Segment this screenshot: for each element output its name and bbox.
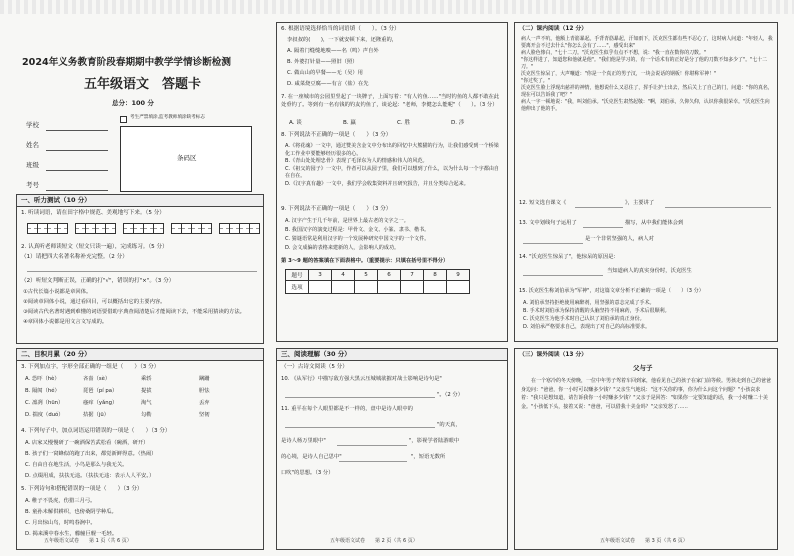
answer-cell[interactable] <box>355 281 378 294</box>
q11-text: 11. 重平在每个人眼里都是不一样的，盘中是诗人眼中的 <box>281 406 413 412</box>
card-subtitle: 五年级语文 答题卡 <box>84 77 202 92</box>
q3-word: 蹒跚 <box>199 376 210 382</box>
q11-part6: "，短语无数所 <box>411 454 446 460</box>
q4-option-d: D. 点缀用成，扶扶无违。（扶扶无违：表示人人平安。） <box>25 473 155 479</box>
answer-table-header-cell: 6 <box>378 270 401 281</box>
q11-part2: "的天真， <box>437 422 461 428</box>
q9-option-d: D. 会文成偏的表格来建新的人，会影响人的成功。 <box>285 245 400 251</box>
q3-word: 坚韧 <box>199 412 210 418</box>
absent-checkbox[interactable] <box>120 116 127 123</box>
total-score: 总分：100 分 <box>112 99 154 107</box>
q9-text: 9. 下列说法不正确的一项是（ ）（3 分） <box>281 206 392 212</box>
answer-table-header-cell: 5 <box>355 270 378 281</box>
q9-option-b: B. 我国汉字的演变过程是：甲骨文、金文、小篆、隶书、楷书。 <box>285 227 430 233</box>
q3-word: 琵琶（pí pa） <box>83 388 118 394</box>
column-1 <box>16 22 264 537</box>
q9-options <box>285 217 503 253</box>
q7-option-b: B. 赢 <box>343 120 356 126</box>
q12-line-1[interactable] <box>575 207 623 208</box>
q8-option-a: A.《将花魂》一文中，通过赞美含金文中分布出的回忆中大熊猫的行为，让我们感受到一个桥梁化工作业中要能够经历很多的心。 <box>285 143 499 157</box>
q3-word: 勾勒 <box>141 412 152 418</box>
q11-line-3[interactable] <box>339 461 407 462</box>
school-line[interactable] <box>46 130 108 131</box>
writing-grid-2[interactable] <box>75 223 115 234</box>
answer-table-header-cell: 3 <box>309 270 332 281</box>
answer-cell[interactable] <box>309 281 332 294</box>
q5-option-b: B. 童孙未解供耕织，也傍桑阴学种瓜。 <box>25 509 117 515</box>
section-accumulation-header: 二、目积月累（20 分） <box>17 349 263 361</box>
q6-option-c: C. 做山山的早餐——无（吴）用 <box>287 70 363 76</box>
q10-answer-line[interactable] <box>285 397 435 398</box>
barcode-area <box>120 126 252 192</box>
passage <box>521 36 773 113</box>
section-reading-header: 三、阅读理解（30 分） <box>277 349 507 361</box>
q3-word: D. 揣度（duó） <box>25 412 64 418</box>
q6-text: 6. 根据语境选择恰当的词语填（ ）。（3 分） <box>281 26 400 32</box>
field-school: 学校 <box>26 121 39 129</box>
passage-p6: 沃克医生脸上浮现出慈祥的神情，他想说什么又忍住了，挥手让护士出去，然后关上了自己的门，问道："你的真名，现在可以告诉我了吧？" <box>521 85 773 98</box>
answer-table-header-cell: 9 <box>447 270 470 281</box>
q3-word: A. 恐吓（hè） <box>25 376 60 382</box>
q4-option-c: C. 自由自在地生活，小鸟是那么与我无关。 <box>25 462 128 468</box>
judge-3: ③阅读古代名著时遇到难懂的词语要借助字典查阅清楚后才能阅读下去，不能采用猜读的方法。 <box>23 309 245 315</box>
writing-grid-5[interactable] <box>219 223 259 234</box>
judge-2: ②阅读章回体小说，通过看回目，可以概括出它的主要内容。 <box>23 299 166 305</box>
field-number: 考号 <box>26 181 39 189</box>
story-title: 父与子 <box>633 364 653 372</box>
q15-option-a: A. 刘伯承坚持拒绝使用麻醉剂，用坚强的意志完成了手术。 <box>523 300 655 306</box>
q3-text: 3. 下列加点字，字形全部正确的一组是（ ）（3 分） <box>21 364 160 370</box>
section-choices-continued <box>276 22 508 342</box>
q8-option-b: B.《青山处处埋忠骨》表现了毛泽东为人的情感和伟人的风范。 <box>285 158 428 164</box>
section-accumulation <box>16 348 264 550</box>
answer-table-header-cell: 4 <box>332 270 355 281</box>
q11-end: 口吹"的思想。（3 分） <box>281 470 334 476</box>
q9-option-c: C. 猜谜语常是利用汉字的一个发展种研究中国文字的一个文件。 <box>285 236 430 242</box>
q3-word: 拮据（jū） <box>83 412 110 418</box>
q5-text: 5. 下列诗句和搭配错误的一项是（ ）（3 分） <box>21 486 143 492</box>
barcode-label: 条码区 <box>177 154 197 162</box>
q14-text: 14. "沃克医生惊呆了"，他惊呆的原因是： <box>519 254 619 260</box>
answer-table <box>285 269 470 294</box>
q5-option-d: D. 揭来溪中春水生，艨艟巨舰一毛轻。 <box>25 531 118 537</box>
q8-option-c: C.《祖父的园子》一文中，作者可以从园子里，我们可以想到了什么，以为什么每一个字都由自在自在。 <box>285 165 500 179</box>
q8-text: 8. 下列说法不正确的一项是（ ）（3 分） <box>281 132 392 138</box>
q12-text: 12. 短文选自课文《 <box>519 200 567 206</box>
q3-word: 吝啬（sè） <box>83 376 111 382</box>
name-line[interactable] <box>46 150 108 151</box>
q10-end: "。（2 分） <box>437 392 464 398</box>
q7-option-c: C. 胜 <box>397 120 411 126</box>
section-listening <box>16 194 264 344</box>
q10-text: 10. 《从军行》中描写敌方强大黑云压城城欲摧对战士影响是诗句是" <box>281 376 442 382</box>
footer-mid: 五年级语文试卷 第 2 页（共 6 页） <box>330 538 418 544</box>
section-listening-header: 一、听力测试（10 分） <box>17 195 263 207</box>
judge-1: ①古代长篇小说都是章回体。 <box>23 289 92 295</box>
q1-text: 1. 听读词语，请在田字格中规范、美观地写下来。（5 分） <box>21 210 165 216</box>
footer-left: 五年级语文试卷 第 1 页（共 6 页） <box>44 538 132 544</box>
answer-cell[interactable] <box>447 281 470 294</box>
q3-word: 提拔 <box>141 388 152 394</box>
q11-line-1[interactable] <box>285 427 435 428</box>
q8-option-d: D.《汉字真有趣》一文中，我们学会收集资料并且研究报告，并且分类综合起来。 <box>285 180 469 187</box>
q14-part2: 当知道病人的真实身份时，沃克医生 <box>607 268 692 274</box>
section-reading <box>276 348 508 550</box>
q7-option-d: D. 涉 <box>451 120 465 126</box>
q2-part2: （2）听短文判断正误，正确的打"√"，错误的打"×"。（3 分） <box>21 278 175 284</box>
answer-cell[interactable] <box>401 281 424 294</box>
q13-end: 是一个非常坚强的人，病人对 <box>585 236 654 242</box>
q11-part4: "，影视学者陆游眼中 <box>409 438 460 444</box>
inclass-title: （二）课内阅读（12 分） <box>519 26 588 32</box>
q5-option-a: A. 稚子不畏虎，伤猎三月弓。 <box>25 498 96 504</box>
q15-options <box>523 299 773 331</box>
q4-option-b: B. 孩子们一窝蜂似的跑了出来，都觉新鲜得意。（热闹） <box>25 451 157 457</box>
q15-option-b: B. 手术时刘伯承为保持清醒的头脑坚持不用麻药，手术后很顺利。 <box>523 308 670 314</box>
passage-p1: 病人一声不吭，他额上青筋暴起。手背青筋暴起，汗如雨下，沃克医生都有些不忍心了，这时病人问道："年轻人，我要离开会不过去什么"你怎么会有了……"，感受出来" <box>521 36 773 49</box>
q15-text: 15. 沃克医生称刘伯承为"军神"，对这篇文章分析不正确的一项是（ ）（3 分） <box>519 288 704 294</box>
answer-table-row-label: 选项 <box>286 281 309 294</box>
q12-mid: 》，主要讲了 <box>625 200 655 206</box>
q8-options <box>285 143 503 188</box>
q3-word: 乘轿 <box>141 376 152 382</box>
answer-table-header-cell: 8 <box>424 270 447 281</box>
q14-line-1[interactable] <box>523 275 603 276</box>
passage-p5: "你过奖了。" <box>521 78 550 84</box>
answers-instruction: 第 3～9 题的答案填在下面表格中。（重要提示：只填在括号里不得分） <box>281 258 449 264</box>
q13-mid: 描写，从中我们能体会到 <box>625 220 684 226</box>
writing-grid-1[interactable] <box>27 223 67 234</box>
q13-line-1[interactable] <box>583 227 623 228</box>
q3-word: 丢弃 <box>199 400 210 406</box>
q6-context: 李叔叔的( )，一下就安顿下来，还隆重的， <box>287 37 398 43</box>
q4-text: 4. 下列句子中，加点词语运用错误的一项是（ ）（3 分） <box>21 428 171 434</box>
field-name: 姓名 <box>26 141 39 149</box>
answer-cell[interactable] <box>332 281 355 294</box>
card-title: 2024年义务教育阶段春期期中教学学情诊断检测 <box>22 57 231 68</box>
q13-text: 13. 文中划线句子运用了 <box>519 220 577 226</box>
q13-line-2[interactable] <box>523 243 583 244</box>
poem-subsection-title: （一）古诗文阅读（5 分） <box>281 364 348 370</box>
q2-part1: （1）请把四大名著名称补充完整。（2 分） <box>21 254 128 260</box>
q5-option-c: C. 月出惊山鸟，时鸣春涧中。 <box>25 520 96 526</box>
scan-strip <box>0 0 794 14</box>
q7-text: 7. 在一座城市的公园里竖起了一块牌子，上面写着："有人钓鱼……"当时钓鱼的人都不敢在此处垂钓了。等到有一名有钱的钓友钓鱼了，谈论起："老师，李健怎么能呢"（ ）。（3 分） <box>281 94 500 108</box>
q3-word: C. 凛冽（hūn） <box>25 400 64 406</box>
writing-grid-3[interactable] <box>123 223 163 234</box>
judge-4: ④章回体小说都是用文言文写成的。 <box>23 319 108 325</box>
passage-p4: 沃克医生惊呆了，大声嚷道："你是一个真正的男子汉，一块会说话的钢板！你堪称军神！" <box>521 71 717 77</box>
column-2 <box>276 22 506 522</box>
section-inclass-reading <box>514 22 778 342</box>
passage-p2: 病人脸色惨白，"七十二刀。"沃克医生似乎有点不不想，说："我一直在数你的刀数。" <box>521 50 707 56</box>
extra-reading-title: （三）课外阅读（13 分） <box>519 352 588 358</box>
notice-text: 考生严禁填涂,监考教师填涂缺考标志 <box>130 115 205 120</box>
story-text: 在一个寒冷的冬天傍晚，一位中年男子驾着车回到家，他看见自己的孩子在家门前等候。男孩走到自己的爸爸身边问："爸爸，你一小时可以赚多少钱？"父亲生气地说："这不关你的事，你为什么问这个问题？"小孩哀求着："我只是想知道，请告诉我你一小时赚多少钱？"父亲于是回答："如果你一定要知道的话，我一小时赚二十美金。"小孩低下头，接着又说："爸爸，可以借我十美金吗？"父亲发怒了…… <box>521 378 772 410</box>
passage-p7: 病人一字一顿地说："我，叫刘伯承。"沃克医生肃然起敬："啊，刘伯承，久仰久仰，认识你我很荣幸。"沃克医生向他伸出了他的手。 <box>521 99 770 112</box>
q12-line-2[interactable] <box>665 207 771 208</box>
field-class: 班级 <box>26 161 39 169</box>
column-3 <box>514 22 776 522</box>
q9-option-a: A. 汉字产生于几千年前，是世界上最古老的文字之一。 <box>285 218 409 224</box>
q11-part5: 的心境，是诗人自己思中" <box>281 454 342 460</box>
answer-table-header-cell: 题号 <box>286 270 309 281</box>
q15-option-c: C. 沃克医生为他手术时自己认识了刘伯承的真正身份。 <box>523 316 645 322</box>
class-line[interactable] <box>46 170 108 171</box>
q7-option-a: A. 谈 <box>289 120 302 126</box>
q6-option-a: A. 隔着门缝缝地嗅——名（鸣）声自外 <box>287 48 379 54</box>
q3-word: B. 隔阂（hé） <box>25 388 60 394</box>
q6-option-d: D. 咸菜烧豆腐——有言（盐）在先 <box>287 81 369 87</box>
q3-word: 胆怯 <box>199 388 210 394</box>
q11-line-2[interactable] <box>337 445 407 446</box>
q4-option-a: A. 店家又慢慢研了一碗酒保苦武松看（碗酒，研开） <box>25 440 149 446</box>
answer-cell[interactable] <box>424 281 447 294</box>
q15-option-d: D. 刘伯承严格要求自己，表现出了对自己的高标准要求。 <box>523 324 651 330</box>
writing-grid-4[interactable] <box>171 223 211 234</box>
q2-intro: 2. 认真听老师读短文（短文只读一遍），完成练习。（5 分） <box>21 244 168 250</box>
q3-word: 瘙痒（yǎng） <box>83 400 118 406</box>
footer-right: 五年级语文试卷 第 3 页（共 6 页） <box>600 538 688 544</box>
q3-word: 淘气 <box>141 400 152 406</box>
passage-p3: "你这样进了，知道您和他就是他"。"我们他是学习的，有一个话术有的正好是分了他的刀数不知多少了"。"七十二刀。" <box>521 57 768 70</box>
number-line[interactable] <box>46 190 108 191</box>
answer-table-header-cell: 7 <box>401 270 424 281</box>
answer-cell[interactable] <box>378 281 401 294</box>
q2-answer-line[interactable] <box>27 271 257 272</box>
q6-option-b: B. 外婆打针量——照旧（照） <box>287 59 358 65</box>
q11-part3: 是诗人杨万里眼中" <box>281 438 326 444</box>
section-extra-reading <box>514 348 778 550</box>
